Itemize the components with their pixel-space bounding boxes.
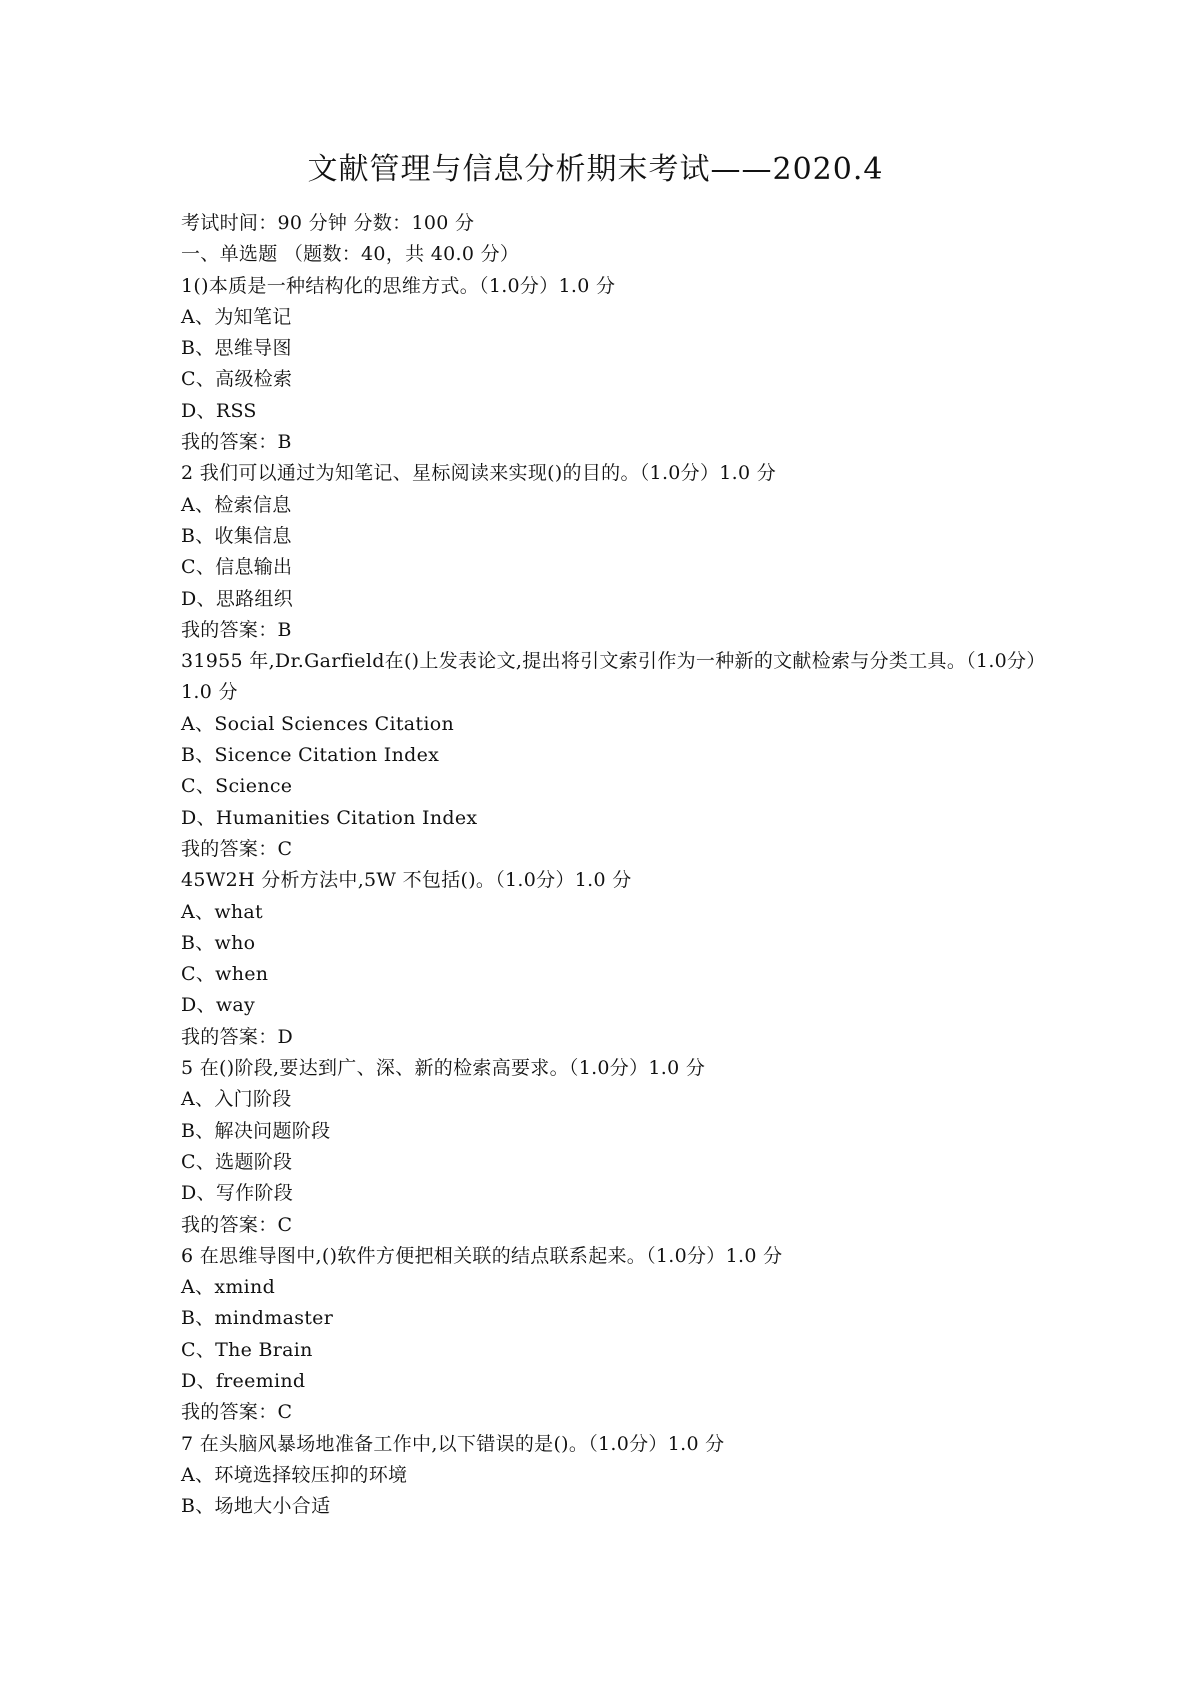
question-option: A、xmind: [181, 1276, 276, 1299]
exam-info: 考试时间：90 分钟 分数：100 分: [181, 212, 475, 234]
question-option: D、思路组织: [181, 587, 294, 610]
question-option: B、收集信息: [181, 524, 292, 547]
question-stem: 5 在()阶段,要达到广、深、新的检索高要求。（1.0分）1.0 分: [181, 1057, 706, 1080]
question-answer: 我的答案：C: [181, 837, 293, 860]
question-option: C、when: [181, 963, 269, 986]
question-option: D、RSS: [181, 399, 257, 422]
question-option: B、who: [181, 931, 256, 954]
document-title: 文献管理与信息分析期末考试——2020.4: [307, 152, 884, 187]
question-option: B、mindmaster: [181, 1307, 334, 1330]
question-block: [181, 865, 1041, 1053]
question-block: [181, 1241, 1041, 1429]
question-option: A、检索信息: [181, 493, 292, 516]
question-answer: 我的答案：C: [181, 1401, 293, 1424]
question-answer: 我的答案：B: [181, 618, 292, 641]
question-block: [181, 458, 1041, 646]
question-stem: 6 在思维导图中,()软件方便把相关联的结点联系起来。（1.0分）1.0 分: [181, 1244, 783, 1267]
question-stem: 7 在头脑风暴场地准备工作中,以下错误的是()。（1.0分）1.0 分: [181, 1432, 725, 1455]
question-option: C、Science: [181, 775, 293, 798]
question-option: B、Sicence Citation Index: [181, 744, 440, 767]
question-option: B、场地大小合适: [181, 1495, 331, 1518]
question-option: A、Social Sciences Citation: [181, 712, 454, 735]
question-option: C、选题阶段: [181, 1150, 293, 1173]
question-answer: 我的答案：B: [181, 431, 292, 454]
question-stem: 31955 年,Dr.Garfield在()上发表论文,提出将引文索引作为一种新的文献检索与分类工具。（1.0分）1.0 分: [181, 650, 1037, 704]
question-stem: 45W2H 分析方法中,5W 不包括()。（1.0分）1.0 分: [181, 869, 632, 892]
question-option: D、way: [181, 994, 256, 1017]
section-heading: 一、单选题 （题数：40，共 40.0 分）: [181, 243, 520, 266]
question-option: B、解决问题阶段: [181, 1119, 331, 1142]
question-answer: 我的答案：C: [181, 1213, 293, 1236]
question-option: A、环境选择较压抑的环境: [181, 1463, 408, 1486]
question-block: [181, 271, 1041, 459]
question-stem: 2 我们可以通过为知笔记、星标阅读来实现()的目的。（1.0分）1.0 分: [181, 462, 777, 485]
question-option: C、The Brain: [181, 1338, 313, 1361]
question-block: [181, 1053, 1041, 1241]
question-option: C、信息输出: [181, 556, 293, 579]
document-body: [181, 208, 1041, 1522]
question-stem: 1()本质是一种结构化的思维方式。（1.0分）1.0 分: [181, 274, 616, 297]
question-answer: 我的答案：D: [181, 1025, 294, 1048]
question-option: D、写作阶段: [181, 1182, 294, 1205]
question-option: A、what: [181, 900, 263, 923]
question-block: [181, 1429, 1041, 1523]
question-option: C、高级检索: [181, 368, 293, 391]
question-option: A、为知笔记: [181, 305, 292, 328]
question-option: A、入门阶段: [181, 1088, 292, 1111]
question-block: [181, 646, 1041, 865]
question-option: B、思维导图: [181, 337, 292, 360]
question-option: D、Humanities Citation Index: [181, 806, 478, 829]
question-option: D、freemind: [181, 1369, 306, 1392]
